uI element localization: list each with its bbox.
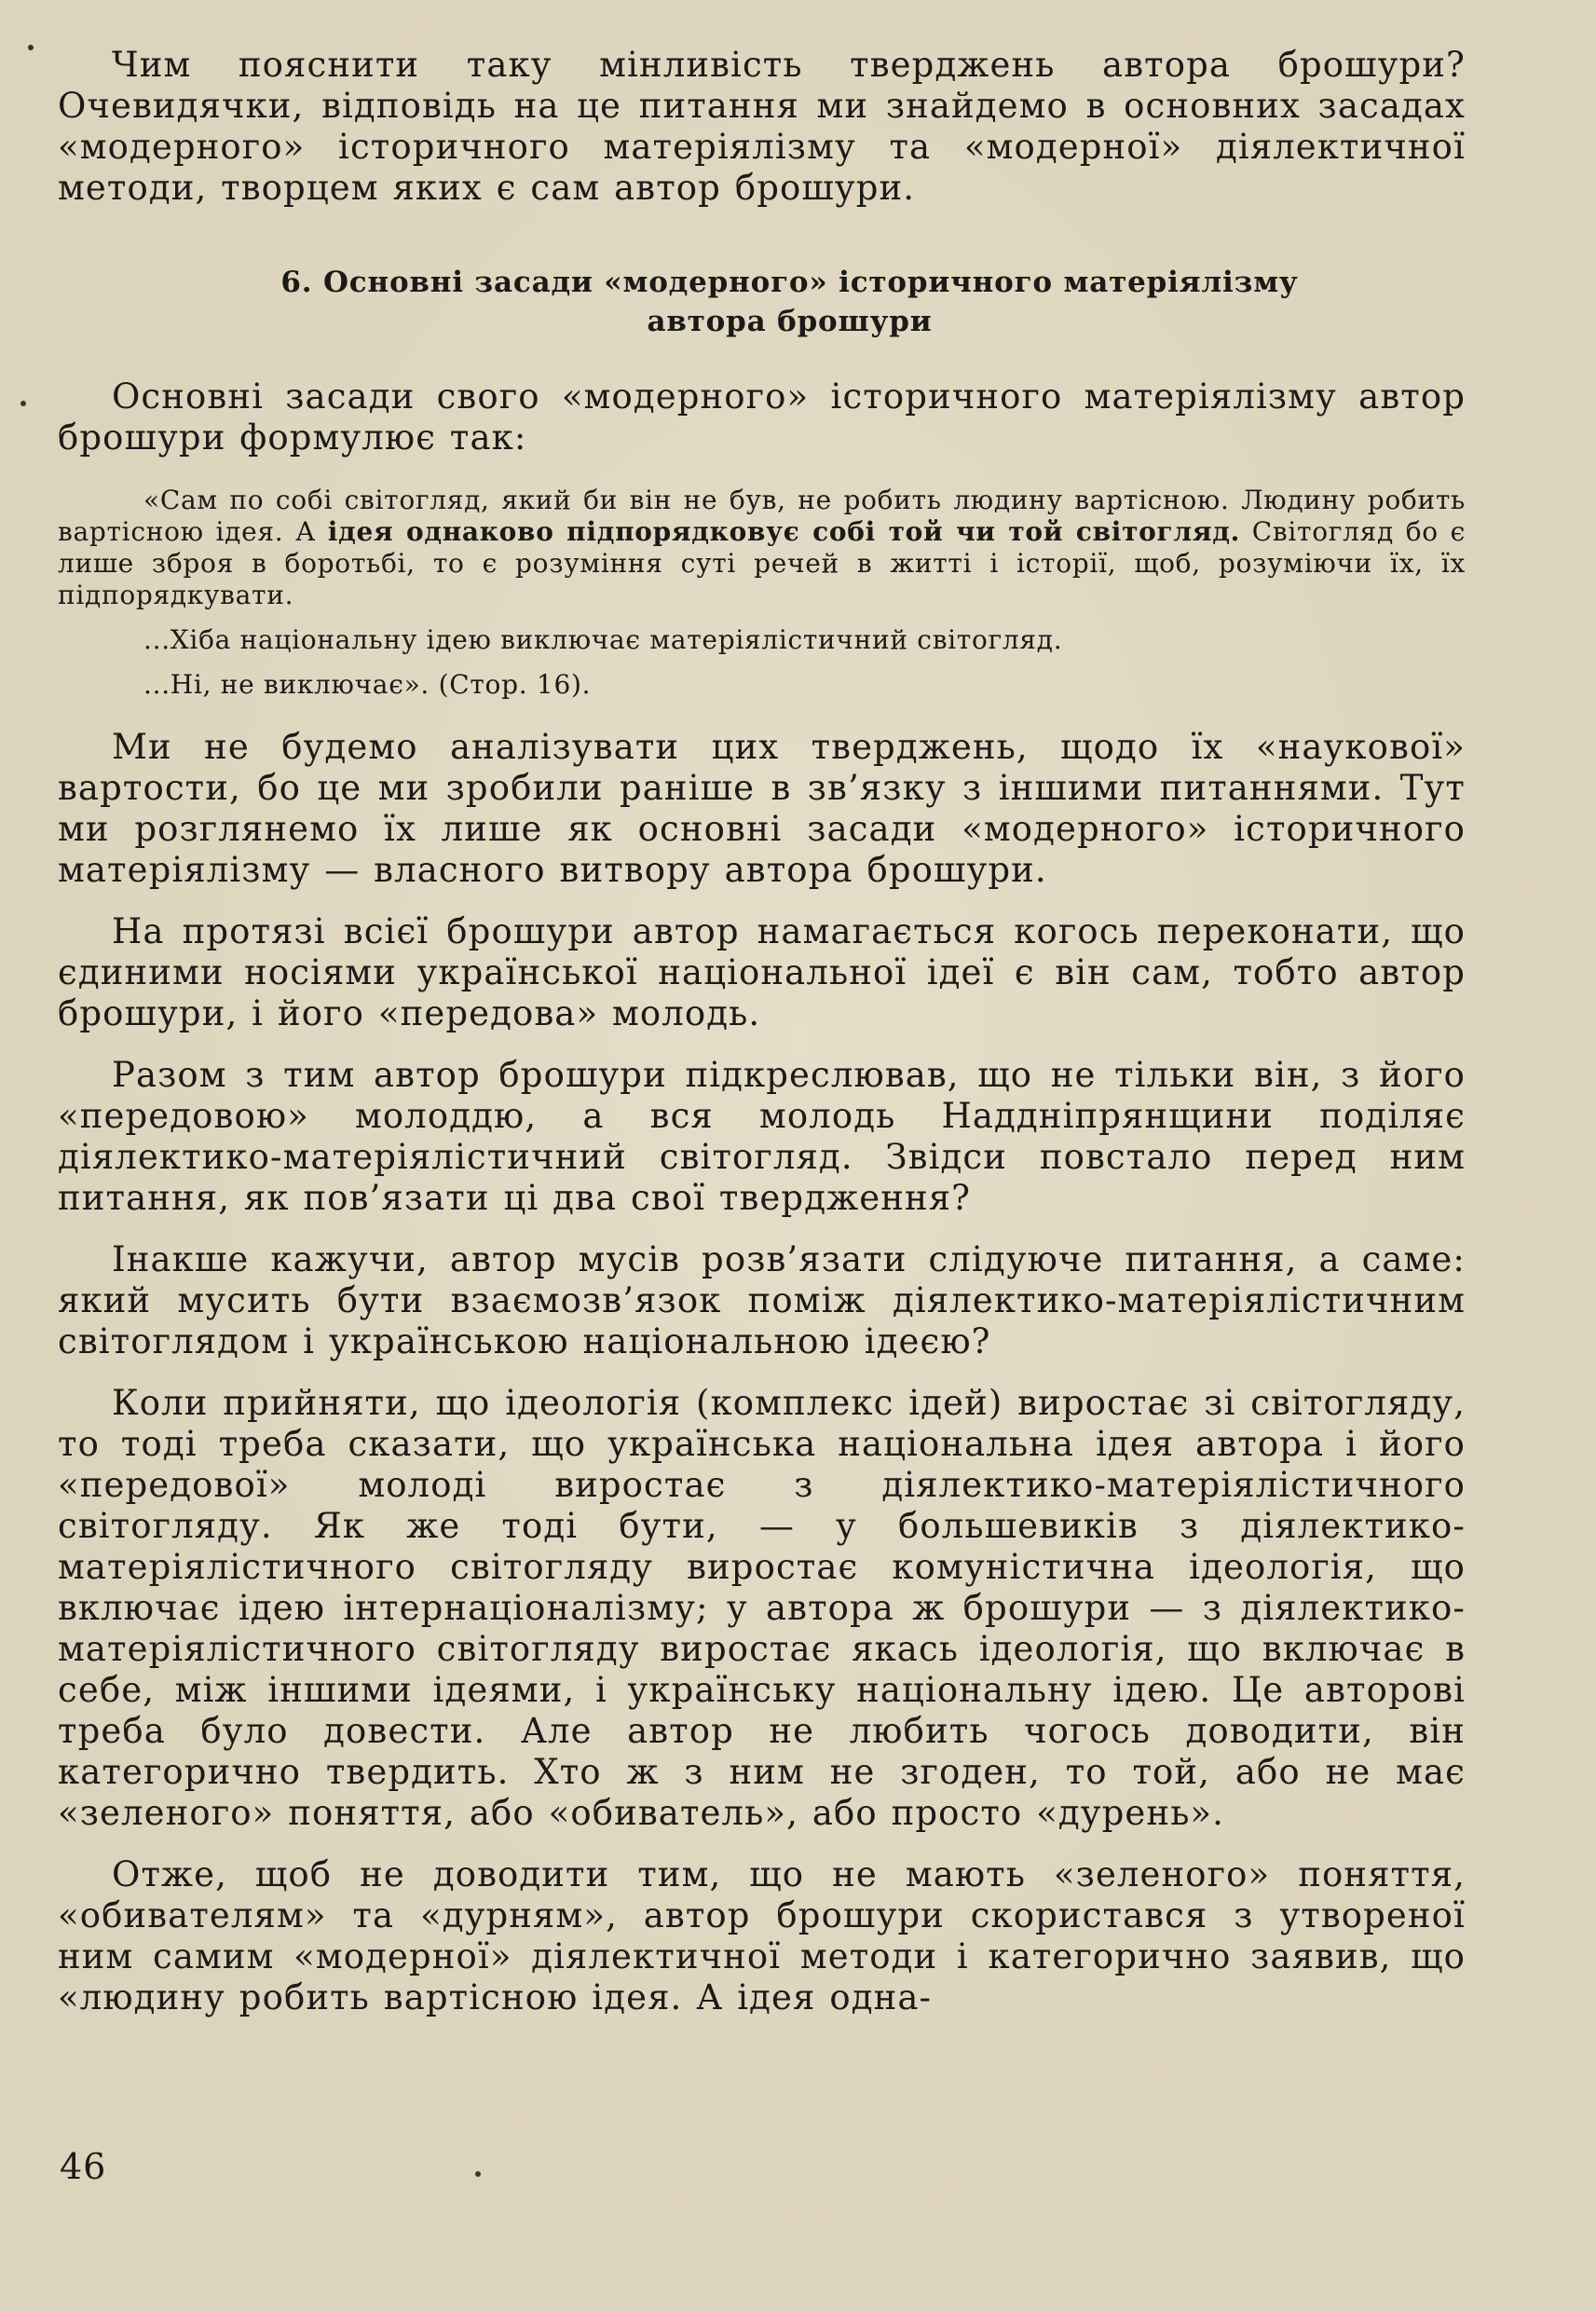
paragraph-3: На протязі всієї брошури автор намагається когось переконати, що єдиними носіями української національної ідеї є він сам, тобто автор брошури, і його «передова» молодь. xyxy=(58,911,1466,1033)
quote-text-start: «Сам по собі світогляд, який би він не був, не робить людину вартісною. Людину робить вартісною ідея. А xyxy=(58,485,1466,547)
quote-text-end: Світогляд бо є лише зброя в боротьбі, то є розуміння суті речей в житті і історії, щоб, розуміючи їх, їх підпорядкувати. xyxy=(58,516,1466,610)
print-speck xyxy=(475,2171,481,2177)
quote-bold-text: ідея однаково підпорядковує собі той чи той світогляд. xyxy=(327,516,1241,547)
block-quote xyxy=(58,485,1466,701)
paragraph-1: Основні засади свого «модерного» історичного матеріялізму автор брошури формулює так: xyxy=(58,376,1466,458)
section-heading-line-2: автора брошури xyxy=(647,305,933,338)
paragraph-6: Коли прийняти, що ідеологія (комплекс ідей) виростає зі світогляду, то тоді треба сказати, що українська національна ідея автора і його «передової» молоді виростає з діялектико-матеріялістичного світогляду. Як же тоді бути, — у большевиків з діялектико-матеріялістичного світогляду виростає комуністична ідеологія, що включає ідею інтернаціоналізму; у автора ж брошури — з діялектико-матеріялістичного світогляду виростає якась ідеологія, що включає в себе, між іншими ідеями, і українську національну ідею. Це авторові треба було довести. Але автор не любить чогось доводити, він категорично твердить. Хто ж з ним не згоден, то той, або не має «зеленого» поняття, або «обиватель», або просто «дурень». xyxy=(58,1383,1466,1833)
intro-paragraph: Чим пояснити таку мінливість тверджень автора брошури? Очевидячки, відповідь на це питання ми знайдемо в основних засадах «модерного» історичного матеріялізму та «модерної» діялектичної методи, творцем яких є сам автор брошури. xyxy=(58,45,1466,208)
print-speck xyxy=(28,45,34,50)
paragraph-7: Отже, щоб не доводити тим, що не мають «зеленого» поняття, «обивателям» та «дурням», автор брошури скористався з утвореної ним самим «модерної» діялектичної методи і категорично заявив, що «людину робить вартісною ідея. А ідея одна- xyxy=(58,1854,1466,2017)
page-number: 46 xyxy=(60,2146,107,2187)
quote-paragraph-2: ...Хіба національну ідею виключає матеріялістичний світогляд. xyxy=(143,624,1063,655)
paragraph-2: Ми не будемо аналізувати цих тверджень, щодо їх «наукової» вартости, бо це ми зробили раніше в зв’язку з іншими питаннями. Тут ми розглянемо їх лише як основні засади «модерного» історичного матеріялізму — власного витвору автора брошури. xyxy=(58,727,1466,890)
paragraph-5: Інакше кажучи, автор мусів розв’язати слідуюче питання, а саме: який мусить бути взаємозв’язок поміж діялектико-матеріялістичним світоглядом і українською національною ідеєю? xyxy=(58,1239,1466,1361)
quote-paragraph-3: ...Ні, не виключає». (Стор. 16). xyxy=(143,669,592,700)
print-speck xyxy=(20,401,26,406)
section-heading-line-1: 6. Основні засади «модерного» історичного матеріялізму xyxy=(280,266,1299,299)
paragraph-4: Разом з тим автор брошури підкреслював, що не тільки він, з його «передовою» молоддю, а вся молодь Наддніпрянщини поділяє діялектико-матеріялістичний світогляд. Звідси повстало перед ним питання, як пов’язати ці два свої твердження? xyxy=(58,1055,1466,1218)
quote-paragraph-1 xyxy=(58,485,1466,611)
section-heading xyxy=(58,263,1466,341)
